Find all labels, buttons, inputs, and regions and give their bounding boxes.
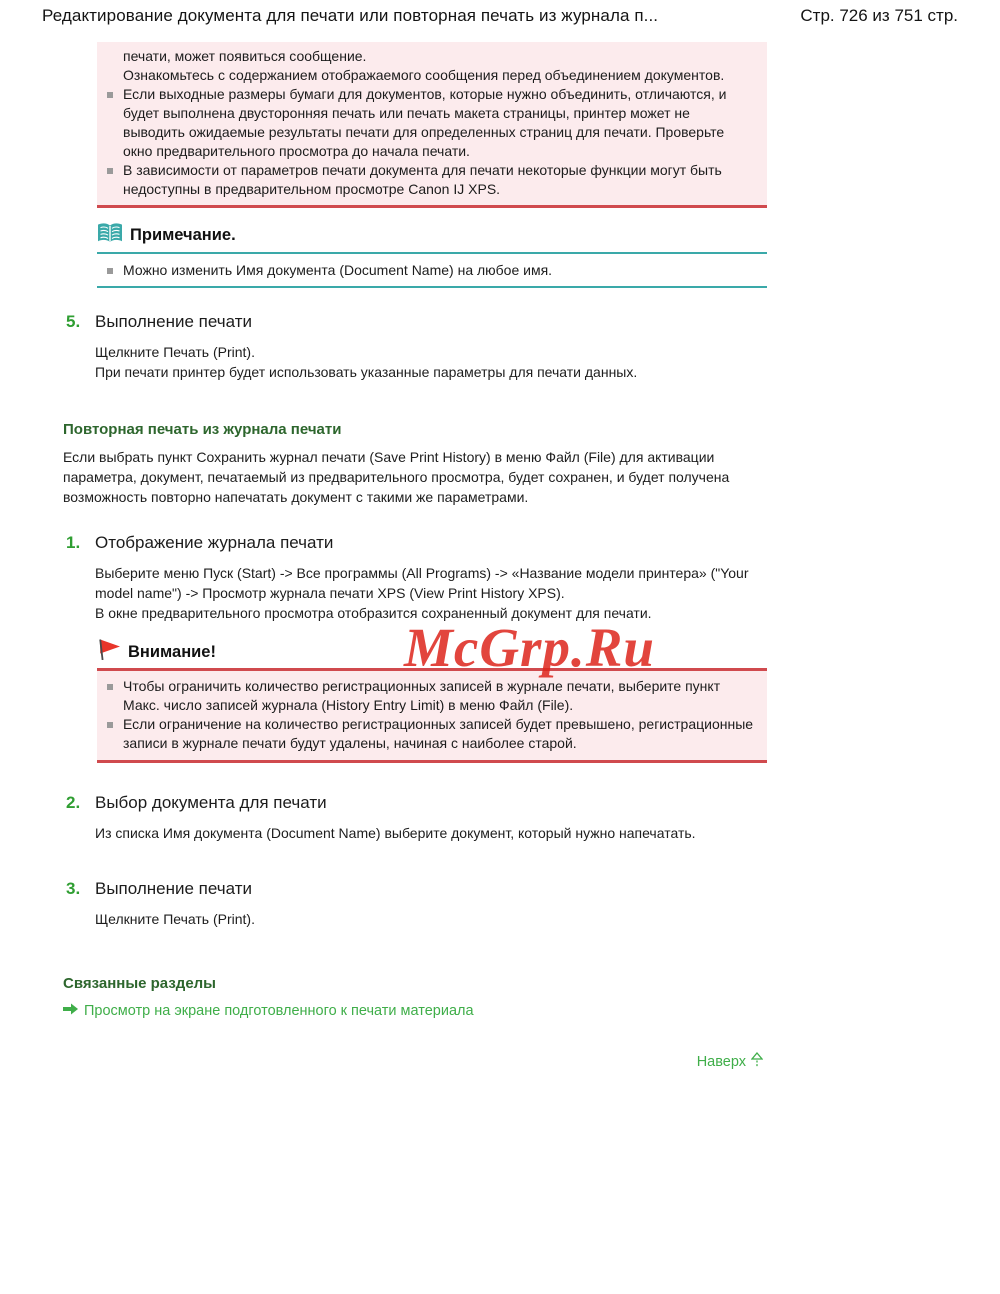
square-bullet-icon (107, 168, 113, 174)
attention-bullet-item (107, 677, 755, 715)
mcgrp-watermark: McGrp.Ru (404, 617, 655, 678)
page-title: Редактирование документа для печати или повторная печать из журнала п... (42, 6, 659, 25)
red-flag-icon (97, 639, 121, 665)
attention-heading (97, 639, 1000, 665)
attention-bullet-text: Чтобы ограничить количество регистрационных записей в журнале печати, выберите пункт Макс. число записей журнала (History Entry Limit) в меню Файл (File). (123, 678, 721, 713)
warning-bullet-item (107, 161, 755, 199)
related-topic-link[interactable]: Просмотр на экране подготовленного к печати материала (84, 1003, 474, 1019)
step-3-body (95, 909, 770, 929)
warning-bullet-text: В зависимости от параметров печати документа для печати некоторые функции могут быть недоступны в предварительном просмотре Canon IJ XPS. (123, 162, 722, 197)
step-title: Выбор документа для печати (95, 793, 327, 812)
section-intro: Если выбрать пункт Сохранить журнал печати (Save Print History) в меню Файл (File) для активации параметра, документ, печатаемый из предварительного просмотра, будет сохранен, и будет получена возможность повторно напечатать документ с такими же параметрами. (63, 449, 730, 505)
step-number: 5. (66, 312, 81, 331)
step-body-line: Выберите меню Пуск (Start) -> Все программы (All Programs) -> «Название модели принтера» ("Your model name") -> Просмотр журнала печати XPS (View Print History XPS). (95, 565, 749, 601)
step-3 (66, 879, 1000, 899)
related-topics-heading: Связанные разделы (63, 975, 216, 992)
step-number: 2. (66, 793, 81, 812)
square-bullet-icon (107, 722, 113, 728)
note-heading (97, 222, 1000, 249)
step-body-line: Щелкните Печать (Print). (95, 344, 255, 360)
warning-continuation-line: печати, может появиться сообщение. (123, 48, 367, 64)
step-title: Выполнение печати (95, 879, 252, 898)
attention-bullet-text: Если ограничение на количество регистрационных записей будет превышено, регистрационные записи в журнале печати будут удалены, начиная с наиболее старой. (123, 716, 754, 751)
attention-section (0, 639, 1000, 763)
open-book-icon (97, 222, 123, 249)
important-box-continued (97, 42, 767, 208)
step-number: 1. (66, 533, 81, 552)
step-2 (66, 793, 1000, 813)
header (0, 0, 1000, 26)
note-box (97, 254, 767, 286)
page-number-indicator: Стр. 726 из 751 стр. (800, 6, 958, 25)
attention-box (97, 668, 767, 763)
step-body-line: При печати принтер будет использовать указанные параметры для печати данных. (95, 364, 638, 380)
square-bullet-icon (107, 268, 113, 274)
step-2-body (95, 823, 770, 843)
green-arrow-right-icon (63, 1002, 78, 1020)
step-title: Отображение журнала печати (95, 533, 334, 552)
note-bullet-text: Можно изменить Имя документа (Document Name) на любое имя. (123, 262, 553, 278)
warning-bullet-text: Если выходные размеры бумаги для документов, которые нужно объединить, отличаются, и будет выполнена двусторонняя печать или печать макета страницы, принтер может не выводить ожидаемые результаты печати для определенных страниц для печати. Проверьте окно предварительного просмотра до начала печати. (123, 86, 727, 159)
step-5 (66, 312, 1000, 332)
step-1 (66, 533, 1000, 553)
step-1-body (95, 563, 770, 623)
note-bullet-item (107, 261, 755, 280)
warning-continuation-line: Ознакомьтесь с содержанием отображаемого сообщения перед объединением документов. (123, 67, 725, 83)
step-body-line: Щелкните Печать (Print). (95, 911, 255, 927)
square-bullet-icon (107, 92, 113, 98)
step-number: 3. (66, 879, 81, 898)
step-5-body (95, 342, 770, 382)
attention-heading-label: Внимание! (128, 642, 216, 661)
teal-divider (97, 286, 767, 288)
step-body-line: В окне предварительного просмотра отобразится сохраненный документ для печати. (95, 605, 652, 621)
step-title: Выполнение печати (95, 312, 252, 331)
up-arrow-icon (751, 1052, 763, 1071)
warning-bullet-item (107, 85, 755, 161)
section-heading: Повторная печать из журнала печати (63, 421, 342, 438)
back-to-top-row (63, 1052, 763, 1071)
back-to-top-link[interactable] (697, 1052, 763, 1071)
back-to-top-label: Наверх (696, 1053, 746, 1070)
step-body-line: Из списка Имя документа (Document Name) выберите документ, который нужно напечатать. (95, 825, 696, 841)
related-link-row (63, 1002, 1000, 1020)
attention-bullet-item (107, 715, 755, 753)
note-heading-label: Примечание. (130, 226, 236, 244)
square-bullet-icon (107, 684, 113, 690)
